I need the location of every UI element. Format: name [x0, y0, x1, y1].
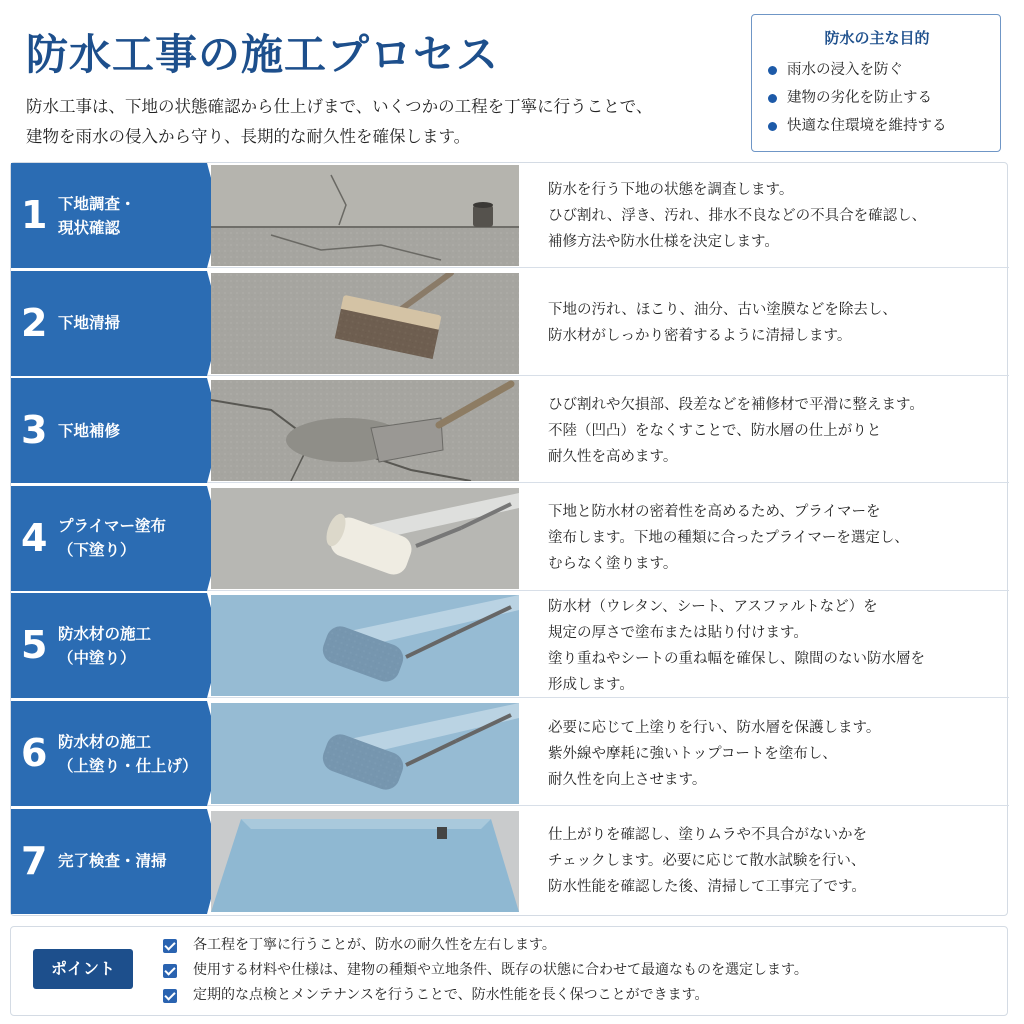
step-description-line: 不陸（凹凸）をなくすことで、防水層の仕上がりと [548, 422, 882, 439]
step-label-line: プライマー塗布 [58, 517, 167, 536]
point-item-text: 各工程を丁寧に行うことが、防水の耐久性を左右します。 [193, 937, 556, 953]
step-description-line: 耐久性を高めます。 [548, 448, 678, 465]
step-number: 5 [21, 623, 48, 668]
step-label-line: （下塗り） [58, 541, 136, 560]
step-photo [211, 703, 519, 804]
step-label [58, 701, 208, 806]
step-description-line: 防水性能を確認した後、清掃して工事完了です。 [548, 879, 866, 896]
step-number: 3 [21, 408, 48, 453]
process-step [11, 486, 1009, 591]
step-description-line: 塗り重ねやシートの重ね幅を確保し、隙間のない防水層を [548, 650, 925, 667]
process-step [11, 593, 1009, 698]
process-step [11, 163, 1009, 268]
step-label-line: 下地補修 [58, 421, 121, 440]
step-label [58, 163, 208, 268]
step-description-line: むらなく塗ります。 [548, 556, 678, 573]
process-step [11, 701, 1009, 806]
blue-roller-middle-coat-photo [211, 595, 519, 696]
checkbox-icon [163, 964, 177, 978]
step-header [11, 593, 221, 698]
point-item [163, 958, 808, 983]
step-description-line: 耐久性を向上させます。 [548, 771, 707, 788]
step-photo [211, 165, 519, 266]
finished-blue-waterproof-floor-photo [211, 811, 519, 912]
step-label [58, 809, 208, 914]
step-label [58, 593, 208, 698]
step-description-line: 紫外線や摩耗に強いトップコートを塗布し、 [548, 745, 837, 762]
step-description-line: チェックします。必要に応じて散水試験を行い、 [548, 853, 866, 870]
step-description-line: 必要に応じて上塗りを行い、防水層を保護します。 [548, 719, 881, 736]
point-item [163, 933, 808, 958]
step-header [11, 271, 221, 376]
step-description-line: 下地と防水材の密着性を高めるため、プライマーを [548, 504, 881, 521]
step-label-line: 下地調査・ [58, 194, 136, 213]
process-step [11, 809, 1009, 914]
process-step [11, 271, 1009, 376]
step-label-line: 防水材の施工 [58, 624, 152, 643]
step-description [548, 701, 998, 806]
points-box [10, 926, 1008, 1016]
white-roller-primer-photo [211, 488, 519, 589]
point-item [163, 983, 808, 1008]
step-number: 2 [21, 300, 48, 345]
step-description [548, 809, 998, 914]
step-label-line: （中塗り） [58, 648, 136, 667]
step-description [548, 486, 998, 591]
checkbox-icon [163, 989, 177, 1003]
step-photo [211, 488, 519, 589]
blue-roller-top-coat-photo [211, 703, 519, 804]
step-header [11, 378, 221, 483]
step-number: 4 [21, 515, 48, 560]
step-label-line: 防水材の施工 [58, 732, 152, 751]
point-item-text: 使用する材料や仕様は、建物の種類や立地条件、既存の状態に合わせて最適なものを選定します。 [193, 962, 808, 978]
step-description-line: ひび割れ、浮き、汚れ、排水不良などの不具合を確認し、 [548, 207, 927, 224]
step-number: 6 [21, 731, 48, 775]
step-description-line: 仕上がりを確認し、塗りムラや不具合がないかを [548, 827, 867, 844]
concrete-corner-drain-photo [211, 165, 519, 266]
checkbox-icon [163, 939, 177, 953]
step-description [548, 378, 998, 483]
step-number: 7 [21, 838, 48, 883]
step-description-line: ひび割れや欠損部、段差などを補修材で平滑に整えます。 [548, 396, 924, 413]
purpose-box [751, 14, 1001, 152]
step-label-line: 完了検査・清掃 [58, 852, 167, 871]
step-description-line: 防水材（ウレタン、シート、アスファルトなど）を [548, 598, 878, 615]
step-description-line: 形成します。 [548, 676, 634, 693]
step-header [11, 486, 221, 591]
step-label-line: 現状確認 [58, 218, 121, 237]
bullet-dot-icon [768, 94, 777, 103]
step-label [58, 271, 208, 376]
step-description [548, 163, 998, 268]
bullet-dot-icon [768, 122, 777, 131]
page-title: 防水工事の施工プロセス [26, 30, 500, 79]
process-step [11, 378, 1009, 483]
intro-line: 防水工事は、下地の状態確認から仕上げまで、いくつかの工程を丁寧に行うことで、 [26, 97, 653, 116]
step-photo [211, 811, 519, 912]
points-list [163, 933, 808, 1008]
step-description-line: 防水材がしっかり密着するように清掃します。 [548, 328, 852, 345]
purpose-title: 防水の主な目的 [824, 29, 930, 47]
intro-text [26, 92, 746, 152]
step-label-line: （上塗り・仕上げ） [58, 756, 198, 775]
step-description-line: 補修方法や防水仕様を決定します。 [548, 233, 779, 250]
step-description-line: 防水を行う下地の状態を調査します。 [548, 181, 794, 198]
step-description-line: 塗布します。下地の種類に合ったプライマーを選定し、 [548, 530, 909, 547]
step-number: 1 [21, 193, 48, 237]
purpose-item [768, 84, 986, 112]
step-header [11, 701, 221, 806]
purpose-item-label: 快適な住環境を維持する [787, 118, 947, 134]
step-photo [211, 273, 519, 374]
step-header [11, 163, 221, 268]
step-description [548, 271, 998, 376]
purpose-item-label: 雨水の浸入を防ぐ [787, 62, 903, 78]
step-description-line: 規定の厚さで塗布または貼り付けます。 [548, 624, 808, 641]
point-item-text: 定期的な点検とメンテナンスを行うことで、防水性能を長く保つことができます。 [193, 987, 709, 1003]
purpose-item [768, 112, 986, 140]
purpose-item-label: 建物の劣化を防止する [787, 90, 932, 106]
step-header [11, 809, 221, 914]
step-photo [211, 595, 519, 696]
step-label-line: 下地清掃 [58, 314, 121, 333]
step-label [58, 486, 208, 591]
bullet-dot-icon [768, 66, 777, 75]
broom-on-concrete-photo [211, 273, 519, 374]
intro-line: 建物を雨水の侵入から守り、長期的な耐久性を確保します。 [26, 127, 471, 146]
step-description [548, 593, 998, 698]
points-badge: ポイント [33, 949, 133, 989]
step-label [58, 378, 208, 483]
process-steps [10, 162, 1008, 916]
step-photo [211, 380, 519, 481]
purpose-item [768, 56, 986, 84]
step-description-line: 下地の汚れ、ほこり、油分、古い塗膜などを除去し、 [548, 302, 897, 319]
trowel-crack-repair-photo [211, 380, 519, 481]
